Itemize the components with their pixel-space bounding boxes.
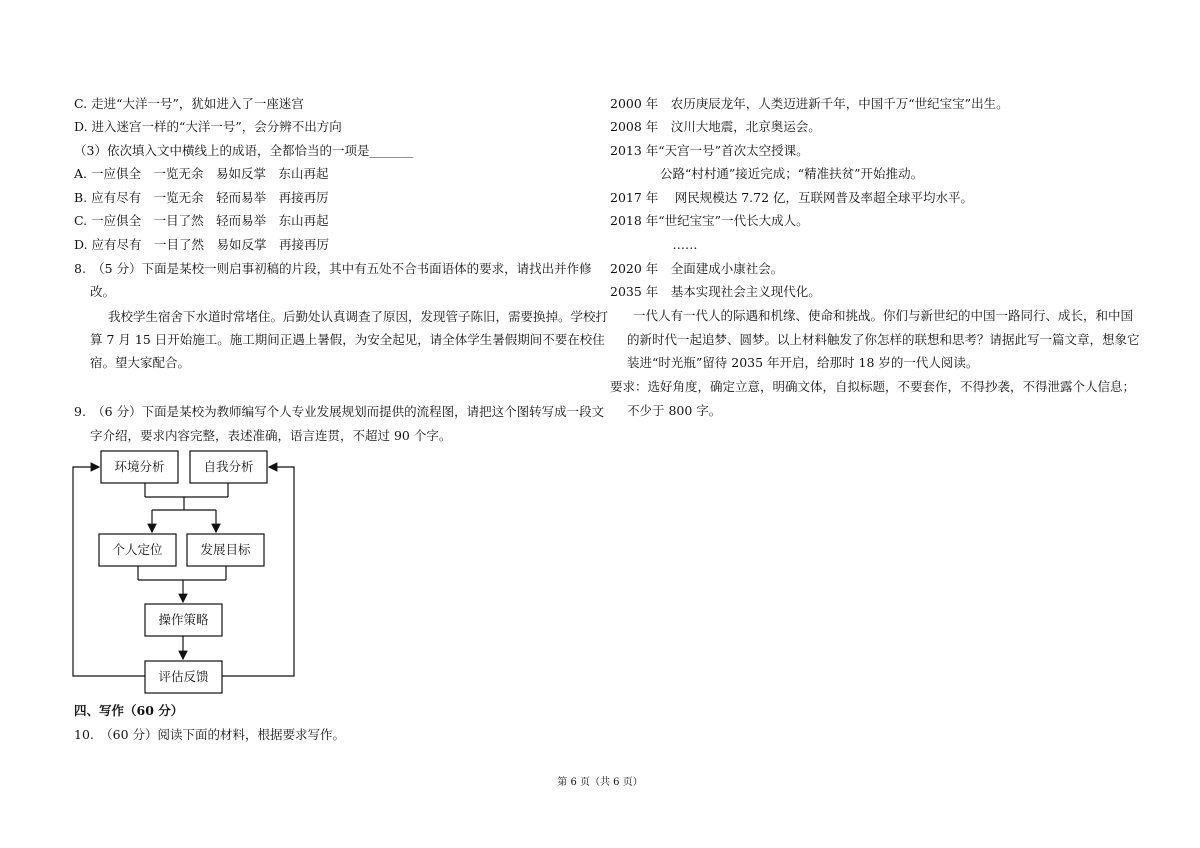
q10-line: 10. （60 分）阅读下面的材料，根据要求写作。 xyxy=(74,727,346,742)
q7-option-c: C. 走进“大洋一号”，犹如进入了一座迷宫 xyxy=(74,96,304,111)
q7-3-option-c: C. 一应俱全 一目了然 轻而易举 东山再起 xyxy=(74,213,329,228)
q8-passage-1: 我校学生宿舍下水道时常堵住。后勤处认真调查了原因，发现管子陈旧，需要换掉。学校打 xyxy=(108,309,609,324)
prompt-line-2: 的新时代一起追梦、圆梦。以上材料触发了你怎样的联想和思考？请据此写一篇文章，想象它 xyxy=(627,332,1140,347)
prompt-line-1: 一代人有一代人的际遇和机缘、使命和挑战。你们与新世纪的中国一路同行、成长，和中国 xyxy=(633,308,1134,323)
prompt-line-3: 装进“时光瓶”留待 2035 年开启，给那时 18 岁的一代人阅读。 xyxy=(627,355,979,370)
timeline-2020: 2020 年 全面建成小康社会。 xyxy=(610,261,784,276)
self-analysis-label: 自我分析 xyxy=(203,459,254,474)
requirements-line-2: 不少于 800 字。 xyxy=(627,403,722,418)
requirements-line-1: 要求：选好角度，确定立意，明确文体，自拟标题，不要套作，不得抄袭，不得泄露个人信息； xyxy=(610,379,1136,394)
operation-strategy-label: 操作策略 xyxy=(158,612,209,627)
timeline-village-road: 公路“村村通”接近完成；“精准扶贫”开始推动。 xyxy=(610,166,924,181)
section-4-heading: 四、写作（60 分） xyxy=(74,703,184,718)
timeline-2013: 2013 年“天宫一号”首次太空授课。 xyxy=(610,143,809,158)
timeline-2008: 2008 年 汶川大地震，北京奥运会。 xyxy=(610,119,821,134)
q8-passage-2: 算 7 月 15 日开始施工。施工期间正遇上暑假，为安全起见，请全体学生暑假期间不要在校住 xyxy=(90,332,605,347)
q7-3-option-a: A. 一应俱全 一览无余 易如反掌 东山再起 xyxy=(74,166,329,181)
q7-3-option-d: D. 应有尽有 一目了然 易如反掌 再接再厉 xyxy=(74,237,330,252)
q8-passage-3: 宿。望大家配合。 xyxy=(90,355,191,370)
timeline-2035: 2035 年 基本实现社会主义现代化。 xyxy=(610,284,821,299)
timeline-ellipsis: …… xyxy=(610,237,698,252)
q7-3-prompt: （3）依次填入文中横线上的成语，全都恰当的一项是_______ xyxy=(74,143,414,158)
development-goal-label: 发展目标 xyxy=(200,542,251,557)
q9-line-2: 字介绍，要求内容完整，表述准确，语言连贯，不超过 90 个字。 xyxy=(90,428,452,443)
flow-connectors xyxy=(73,467,294,676)
personal-position-label: 个人定位 xyxy=(112,542,163,557)
q7-option-d: D. 进入迷宫一样的“大洋一号”，会分辨不出方向 xyxy=(74,119,342,134)
q7-3-option-b: B. 应有尽有 一览无余 轻而易举 再接再厉 xyxy=(74,190,329,205)
timeline-2017: 2017 年 网民规模达 7.72 亿，互联网普及率超全球平均水平。 xyxy=(610,190,974,205)
q8-line-2: 改。 xyxy=(90,284,116,299)
page-footer: 第 6 页（共 6 页） xyxy=(557,777,643,788)
timeline-2018: 2018 年“世纪宝宝”一代长大成人。 xyxy=(610,213,809,228)
timeline-2000: 2000 年 农历庚辰龙年，人类迈进新千年，中国千万“世纪宝宝”出生。 xyxy=(610,96,1009,111)
evaluation-feedback-label: 评估反馈 xyxy=(158,669,209,684)
q9-line-1: 9. （6 分）下面是某校为教师编写个人专业发展规划而提供的流程图，请把这个图转写成一段文 xyxy=(74,404,605,419)
env-analysis-label: 环境分析 xyxy=(114,459,165,474)
q8-line-1: 8. （5 分）下面是某校一则启事初稿的片段，其中有五处不合书面语体的要求，请找出并作修 xyxy=(74,261,592,276)
